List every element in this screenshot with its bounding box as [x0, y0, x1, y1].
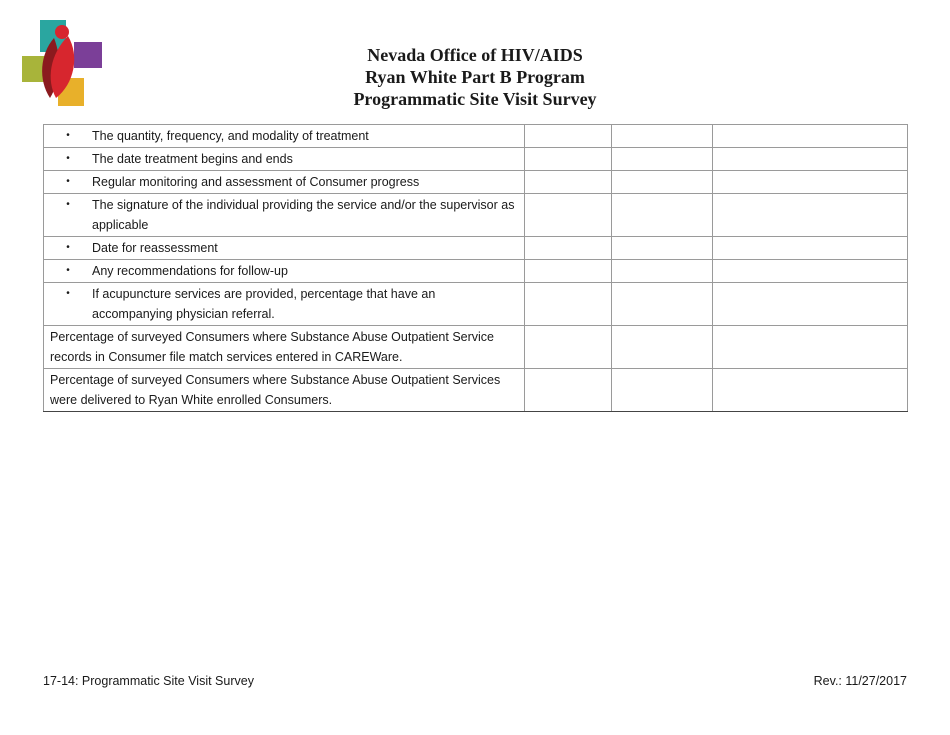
- criteria-cell: [44, 260, 525, 283]
- comments-cell: [713, 260, 908, 283]
- criteria-cell: [44, 194, 525, 237]
- survey-table: [43, 124, 908, 412]
- table-row: [44, 125, 908, 148]
- bullet-text: The signature of the individual providing the service and/or the supervisor as applicable: [92, 198, 515, 232]
- document-header: [300, 44, 650, 110]
- footer-document-id: 17-14: Programmatic Site Visit Survey: [43, 674, 254, 688]
- table-row: [44, 171, 908, 194]
- comments-cell: [713, 326, 908, 369]
- criteria-cell: Percentage of surveyed Consumers where Substance Abuse Outpatient Service records in Consumer file match services entered in CAREWare.: [44, 326, 525, 369]
- bullet-icon: •: [66, 176, 70, 187]
- bullet-text: The quantity, frequency, and modality of treatment: [92, 129, 369, 143]
- response-cell: [524, 237, 611, 260]
- table-row: [44, 326, 908, 369]
- bullet-icon: •: [66, 288, 70, 299]
- bullet-icon: •: [66, 153, 70, 164]
- criteria-cell: [44, 283, 525, 326]
- header-office: Nevada Office of HIV/AIDS: [367, 45, 583, 65]
- table-row: [44, 194, 908, 237]
- bullet-icon: •: [66, 130, 70, 141]
- bullet-text: Any recommendations for follow-up: [92, 264, 288, 278]
- comments-cell: [713, 148, 908, 171]
- table-row: [44, 283, 908, 326]
- response-cell: [611, 369, 712, 412]
- comments-cell: [713, 369, 908, 412]
- criteria-cell: Percentage of surveyed Consumers where Substance Abuse Outpatient Services were delivered to Ryan White enrolled Consumers.: [44, 369, 525, 412]
- response-cell: [611, 148, 712, 171]
- response-cell: [611, 260, 712, 283]
- response-cell: [524, 260, 611, 283]
- response-cell: [611, 125, 712, 148]
- bullet-text: The date treatment begins and ends: [92, 152, 293, 166]
- criteria-cell: [44, 125, 525, 148]
- bullet-icon: •: [66, 242, 70, 253]
- bullet-text: If acupuncture services are provided, percentage that have an accompanying physician referral.: [92, 287, 436, 321]
- table-row: [44, 148, 908, 171]
- header-program: Ryan White Part B Program: [365, 67, 585, 87]
- response-cell: [611, 326, 712, 369]
- response-cell: [524, 125, 611, 148]
- footer-revision-date: Rev.: 11/27/2017: [813, 674, 907, 688]
- comments-cell: [713, 171, 908, 194]
- bullet-icon: •: [66, 265, 70, 276]
- comments-cell: [713, 194, 908, 237]
- criteria-cell: [44, 148, 525, 171]
- response-cell: [611, 283, 712, 326]
- response-cell: [524, 148, 611, 171]
- response-cell: [611, 237, 712, 260]
- response-cell: [524, 283, 611, 326]
- bullet-icon: •: [66, 199, 70, 210]
- comments-cell: [713, 237, 908, 260]
- table-row: [44, 369, 908, 412]
- table-row: [44, 260, 908, 283]
- response-cell: [611, 194, 712, 237]
- logo-purple-square: [74, 42, 102, 68]
- comments-cell: [713, 125, 908, 148]
- bullet-text: Date for reassessment: [92, 241, 218, 255]
- bullet-text: Regular monitoring and assessment of Consumer progress: [92, 175, 420, 189]
- criteria-cell: [44, 237, 525, 260]
- logo-head: [55, 25, 69, 39]
- response-cell: [524, 369, 611, 412]
- criteria-cell: [44, 171, 525, 194]
- header-survey-title: Programmatic Site Visit Survey: [353, 89, 597, 109]
- table-row: [44, 237, 908, 260]
- comments-cell: [713, 283, 908, 326]
- response-cell: [611, 171, 712, 194]
- response-cell: [524, 171, 611, 194]
- response-cell: [524, 194, 611, 237]
- response-cell: [524, 326, 611, 369]
- nevada-hiv-aids-logo: [20, 18, 104, 108]
